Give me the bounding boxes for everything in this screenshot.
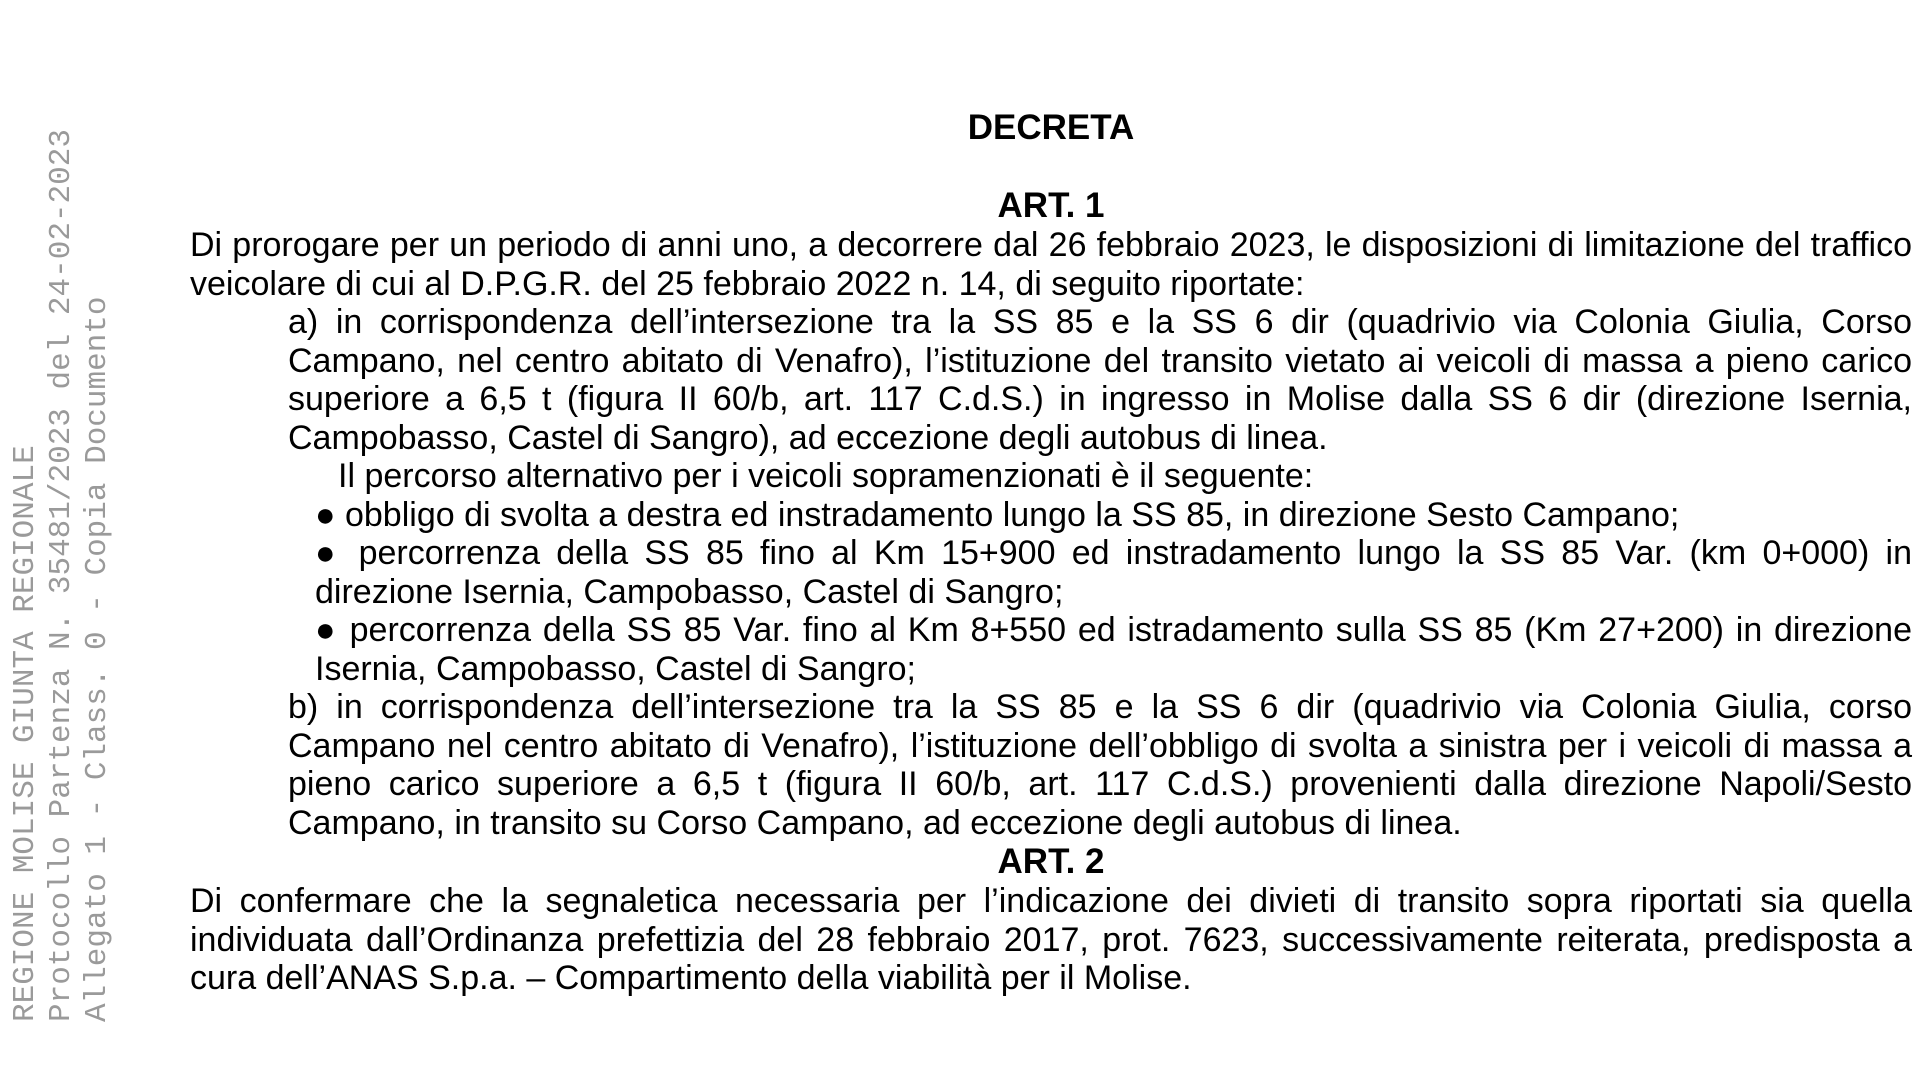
art1-intro: Di prorogare per un periodo di anni uno, a decorrere dal 26 febbraio 2023, le disposizioni di limitazione del traffico veicolare di cui al D.P.G.R. del 25 febbraio 2022 n. 14, di seguito riportate: xyxy=(190,226,1912,303)
art1-item-b: b) in corrispondenza dell’intersezione tra la SS 85 e la SS 6 dir (quadrivio via Colonia Giulia, corso Campano nel centro abitato di Venafro), l’istituzione dell’obbligo di svolta a sinistra per i veicoli di massa a pieno carico superiore a 6,5 t (figura II 60/b, art. 117 C.d.S.) provenienti dalla direzione Napoli/Sesto Campano, in transito su Corso Campano, ad eccezione degli autobus di linea. xyxy=(288,688,1912,842)
art1-item-a: a) in corrispondenza dell’intersezione tra la SS 85 e la SS 6 dir (quadrivio via Colonia Giulia, Corso Campano, nel centro abitato di Venafro), l’istituzione del transito vietato ai veicoli di massa a pieno carico superiore a 6,5 t (figura II 60/b, art. 117 C.d.S.) in ingresso in Molise dalla SS 6 dir (direzione Isernia, Campobasso, Castel di Sangro), ad eccezione degli autobus di linea. xyxy=(288,303,1912,457)
route-bullet: ● percorrenza della SS 85 Var. fino al Km 8+550 ed istradamento sulla SS 85 (Km 27+200) in direzione Isernia, Campobasso, Castel di Sangro; xyxy=(315,611,1912,688)
art2-text: Di confermare che la segnaletica necessaria per l’indicazione dei divieti di transito sopra riportati sia quella individuata dall’Ordinanza prefettizia del 28 febbraio 2017, prot. 7623, successivamente reiterata, predisposta a cura dell’ANAS S.p.a. – Compartimento della viabilità per il Molise. xyxy=(190,882,1912,997)
alternative-route-intro: Il percorso alternativo per i veicoli sopramenzionati è il seguente: xyxy=(338,457,1314,495)
stamp-line-protocol: Protocollo Partenza N. 35481/2023 del 24-02-2023 xyxy=(44,129,79,1022)
route-bullet: ● percorrenza della SS 85 fino al Km 15+900 ed instradamento lungo la SS 85 Var. (km 0+000) in direzione Isernia, Campobasso, Castel di Sangro; xyxy=(315,534,1912,611)
decreta-heading: DECRETA xyxy=(967,108,1135,147)
art2-heading: ART. 2 xyxy=(997,842,1105,881)
decree-document xyxy=(190,108,1912,998)
stamp-line-attachment: Allegato 1 - Class. 0 - Copia Documento xyxy=(80,296,115,1022)
route-bullet: ● obbligo di svolta a destra ed instradamento lungo la SS 85, in direzione Sesto Campano; xyxy=(315,495,1680,534)
art1-heading: ART. 1 xyxy=(997,186,1105,225)
stamp-line-region: REGIONE MOLISE GIUNTA REGIONALE xyxy=(8,445,43,1022)
protocol-stamp xyxy=(0,0,130,1080)
